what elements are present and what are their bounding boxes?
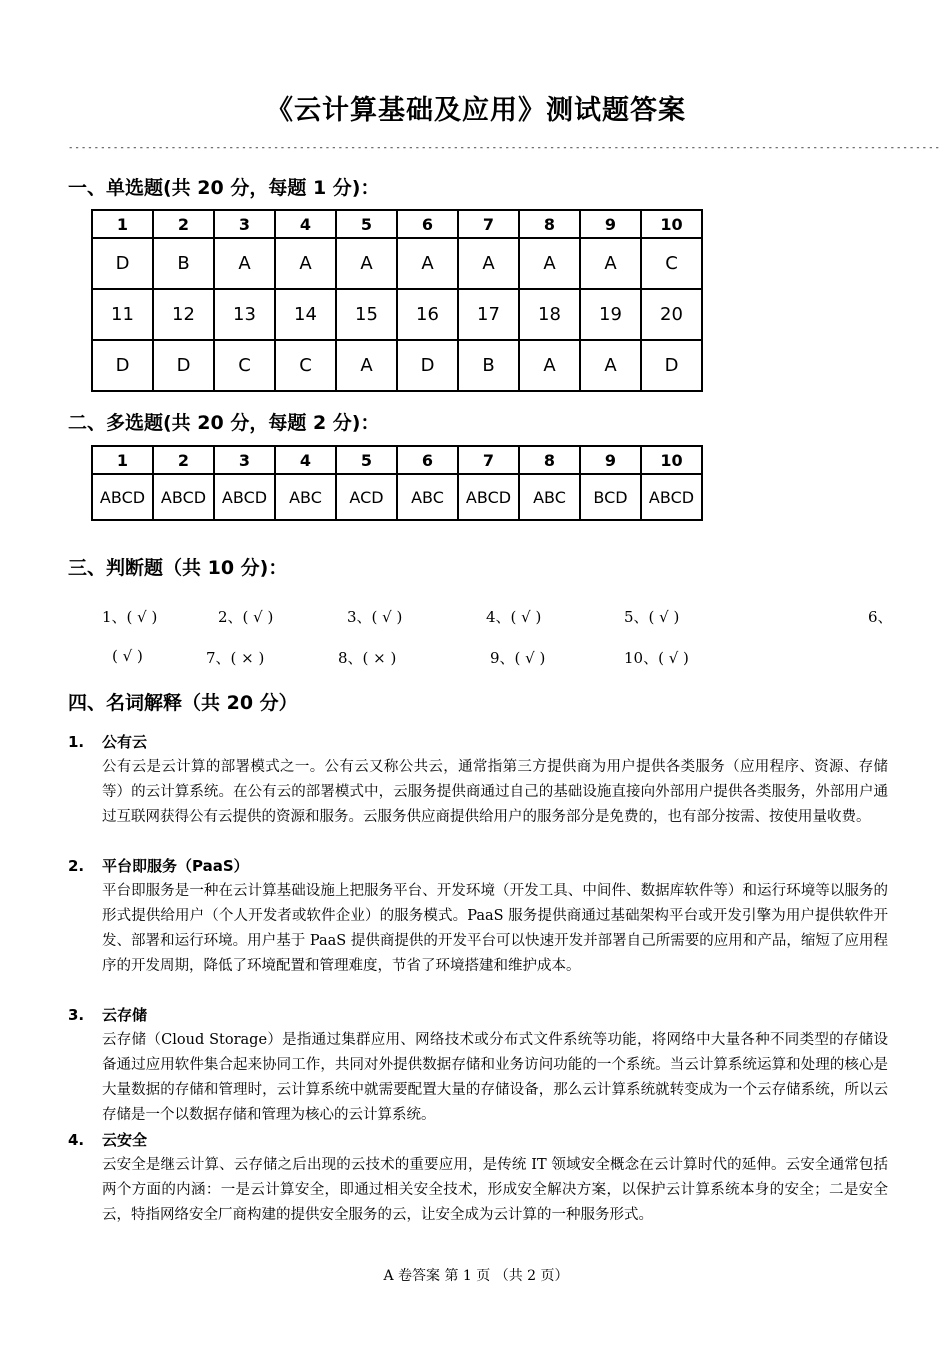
section2-heading: 二、多选题(共 20 分，每题 2 分)： [68, 412, 380, 434]
table-cell: D [397, 340, 458, 391]
table-cell: 19 [580, 289, 641, 340]
definition-number: 1. [68, 733, 85, 751]
table-row [92, 446, 702, 474]
definition-body: 云存储（Cloud Storage）是指通过集群应用、网络技术或分布式文件系统等功能，将网络中大量各种不同类型的存储设备通过应用软件集合起来协同工作，共同对外提供数据存储和业务访问功能的一个系统。当云计算系统运算和处理的核心是大量数据的存储和管理时，云计算系统中就需要配置大量的存储设备，那么云计算系统就转变成为一个云存储系统，所以云存储是一个以数据存储和管理为核心的云计算系统。 [102, 1032, 888, 1123]
table-cell: 8 [519, 210, 580, 238]
judgement-item: 2、( √ ) [218, 608, 274, 626]
judgement-item: 7、( × ) [206, 649, 265, 667]
table-row [92, 340, 702, 391]
table-row [92, 474, 702, 520]
table-cell: ACD [336, 474, 397, 520]
judgement-item: 4、( √ ) [486, 608, 542, 626]
table-cell: 11 [92, 289, 153, 340]
table-row [92, 289, 702, 340]
table-cell: 10 [641, 210, 702, 238]
table-cell: 5 [336, 210, 397, 238]
separator-rule: ---------------------------------------------------------------------------------------------------------------------------------------- [68, 143, 941, 153]
definition-title [68, 1127, 888, 1153]
judgement-item: 10、( √ ) [624, 649, 689, 667]
table-cell: 9 [580, 446, 641, 474]
definition-number: 3. [68, 1006, 85, 1024]
definition-term: 云存储 [102, 1006, 148, 1024]
table-cell: 3 [214, 210, 275, 238]
table-row [92, 238, 702, 289]
judgement-item: ( √ ) [112, 647, 143, 665]
definition-term: 公有云 [102, 733, 148, 751]
multi-choice-table [91, 445, 703, 521]
table-cell: 4 [275, 446, 336, 474]
judgement-item: 5、( √ ) [624, 608, 680, 626]
page-title: 《云计算基础及应用》测试题答案 [266, 95, 686, 126]
section4-heading: 四、名词解释（共 20 分） [68, 692, 298, 714]
table-cell: A [214, 238, 275, 289]
definition-title [68, 729, 888, 755]
definition-term: 平台即服务（PaaS） [102, 857, 249, 875]
table-cell: A [397, 238, 458, 289]
judgement-item: 8、( × ) [338, 649, 397, 667]
table-cell: 6 [397, 210, 458, 238]
table-cell: A [580, 238, 641, 289]
table-cell: ABCD [153, 474, 214, 520]
page-footer: A 卷答案 第 1 页 （共 2 页） [383, 1268, 569, 1284]
table-cell: 2 [153, 210, 214, 238]
section3-heading: 三、判断题（共 10 分)： [68, 557, 288, 579]
table-cell: A [519, 340, 580, 391]
table-cell: C [275, 340, 336, 391]
table-cell: 4 [275, 210, 336, 238]
table-cell: A [336, 238, 397, 289]
table-cell: 8 [519, 446, 580, 474]
table-cell: 17 [458, 289, 519, 340]
table-cell: 6 [397, 446, 458, 474]
definition-title [68, 853, 888, 879]
definition-item [68, 1002, 888, 1128]
table-cell: 1 [92, 210, 153, 238]
section1-heading: 一、单选题(共 20 分，每题 1 分)： [68, 177, 380, 199]
judgement-item: 1、( √ ) [102, 608, 158, 626]
definition-number: 2. [68, 857, 85, 875]
table-row [92, 210, 702, 238]
table-cell: ABC [397, 474, 458, 520]
table-cell: 15 [336, 289, 397, 340]
table-cell: 5 [336, 446, 397, 474]
table-cell: 7 [458, 210, 519, 238]
table-cell: ABCD [641, 474, 702, 520]
table-cell: 20 [641, 289, 702, 340]
table-cell: A [580, 340, 641, 391]
definition-body: 平台即服务是一种在云计算基础设施上把服务平台、开发环境（开发工具、中间件、数据库软件等）和运行环境等以服务的形式提供给用户（个人开发者或软件企业）的服务模式。PaaS 服务提供商通过基础架构平台或开发引擎为用户提供软件开发、部署和运行环境。用户基于 PaaS 提供商提供的开发平台可以快速开发并部署自己所需要的应用和产品，缩短了应用程序的开发周期，降低了环境配置和管理难度，节省了环境搭建和维护成本。 [102, 883, 888, 974]
definition-item [68, 853, 888, 979]
definition-body: 云安全是继云计算、云存储之后出现的云技术的重要应用，是传统 IT 领域安全概念在云计算时代的延伸。云安全通常包括两个方面的内涵：一是云计算安全，即通过相关安全技术，形成安全解决方案，以保护云计算系统本身的安全；二是安全云，特指网络安全厂商构建的提供安全服务的云，让安全成为云计算的一种服务形式。 [102, 1157, 888, 1223]
table-cell: D [92, 238, 153, 289]
table-cell: ABCD [92, 474, 153, 520]
table-cell: 3 [214, 446, 275, 474]
table-cell: 14 [275, 289, 336, 340]
table-cell: A [275, 238, 336, 289]
table-cell: A [336, 340, 397, 391]
table-cell: C [214, 340, 275, 391]
table-cell: A [458, 238, 519, 289]
table-cell: ABCD [214, 474, 275, 520]
table-cell: D [92, 340, 153, 391]
table-cell: BCD [580, 474, 641, 520]
table-cell: 18 [519, 289, 580, 340]
definition-number: 4. [68, 1131, 85, 1149]
judgement-item: 6、 [868, 608, 893, 626]
table-cell: 2 [153, 446, 214, 474]
single-choice-table [91, 209, 703, 392]
judgement-item: 3、( √ ) [347, 608, 403, 626]
table-cell: 1 [92, 446, 153, 474]
table-cell: 10 [641, 446, 702, 474]
table-cell: D [153, 340, 214, 391]
table-cell: ABC [275, 474, 336, 520]
table-cell: A [519, 238, 580, 289]
definition-body: 公有云是云计算的部署模式之一。公有云又称公共云，通常指第三方提供商为用户提供各类服务（应用程序、资源、存储等）的云计算系统。在公有云的部署模式中，云服务提供商通过自己的基础设施直接向外部用户提供各类服务，外部用户通过互联网获得公有云提供的资源和服务。云服务供应商提供给用户的服务部分是免费的，也有部分按需、按使用量收费。 [102, 759, 888, 825]
table-cell: B [458, 340, 519, 391]
table-cell: ABCD [458, 474, 519, 520]
table-cell: 16 [397, 289, 458, 340]
definition-item [68, 729, 888, 830]
table-cell: B [153, 238, 214, 289]
table-cell: 13 [214, 289, 275, 340]
definition-term: 云安全 [102, 1131, 148, 1149]
table-cell: C [641, 238, 702, 289]
judgement-item: 9、( √ ) [490, 649, 546, 667]
definition-item [68, 1127, 888, 1228]
table-cell: 12 [153, 289, 214, 340]
table-cell: 7 [458, 446, 519, 474]
table-cell: D [641, 340, 702, 391]
definition-title [68, 1002, 888, 1028]
table-cell: 9 [580, 210, 641, 238]
table-cell: ABC [519, 474, 580, 520]
